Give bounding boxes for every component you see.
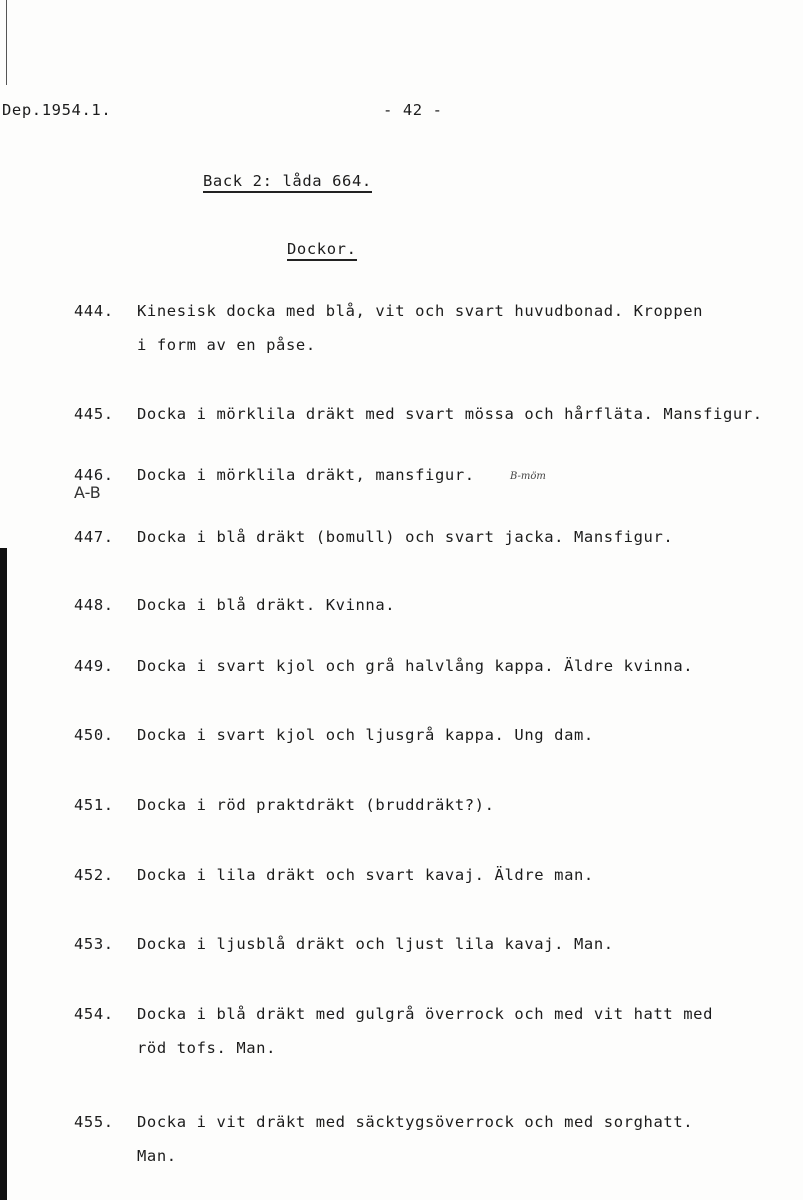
entry-number: 454. <box>74 1005 114 1023</box>
entry-number: 450. <box>74 726 114 744</box>
entry-number: 448. <box>74 596 114 614</box>
entry-number: 444. <box>74 302 114 320</box>
entry-number: 446. <box>74 466 114 484</box>
document-reference: Dep.1954.1. <box>2 101 112 119</box>
entry-text: Docka i vit dräkt med säcktygsöverrock och med sorghatt. <box>137 1113 694 1131</box>
entry-text: Docka i mörklila dräkt med svart mössa och hårfläta. Mansfigur. <box>137 405 763 423</box>
entry-text: Docka i blå dräkt. Kvinna. <box>137 596 396 614</box>
entry-number: 449. <box>74 657 114 675</box>
handwritten-margin-note: A-B <box>74 483 101 502</box>
entry-text: Docka i svart kjol och grå halvlång kappa. Äldre kvinna. <box>137 657 694 675</box>
entry-number: 453. <box>74 935 114 953</box>
entry-text: Docka i lila dräkt och svart kavaj. Äldre man. <box>137 866 594 884</box>
section-subheading: Dockor. <box>287 240 357 261</box>
entry-text: i form av en påse. <box>137 336 316 354</box>
entry-text: Kinesisk docka med blå, vit och svart huvudbonad. Kroppen <box>137 302 704 320</box>
entry-number: 445. <box>74 405 114 423</box>
entry-text: Docka i blå dräkt (bomull) och svart jacka. Mansfigur. <box>137 528 674 546</box>
entry-text: Docka i svart kjol och ljusgrå kappa. Ung dam. <box>137 726 594 744</box>
margin-line <box>6 0 7 85</box>
entry-number: 455. <box>74 1113 114 1131</box>
entry-number: 452. <box>74 866 114 884</box>
scan-edge-bar <box>0 548 7 1200</box>
page-number: - 42 - <box>383 101 443 119</box>
entry-text: Man. <box>137 1147 177 1165</box>
entry-text: Docka i mörklila dräkt, mansfigur. <box>137 466 475 484</box>
entry-text: röd tofs. Man. <box>137 1039 277 1057</box>
entry-text: Docka i ljusblå dräkt och ljust lila kavaj. Man. <box>137 935 614 953</box>
entry-number: 447. <box>74 528 114 546</box>
handwritten-annotation: B-möm <box>510 471 546 482</box>
entry-text: Docka i blå dräkt med gulgrå överrock och med vit hatt med <box>137 1005 714 1023</box>
entry-text: Docka i röd praktdräkt (bruddräkt?). <box>137 796 495 814</box>
entry-number: 451. <box>74 796 114 814</box>
section-heading: Back 2: låda 664. <box>203 172 372 193</box>
